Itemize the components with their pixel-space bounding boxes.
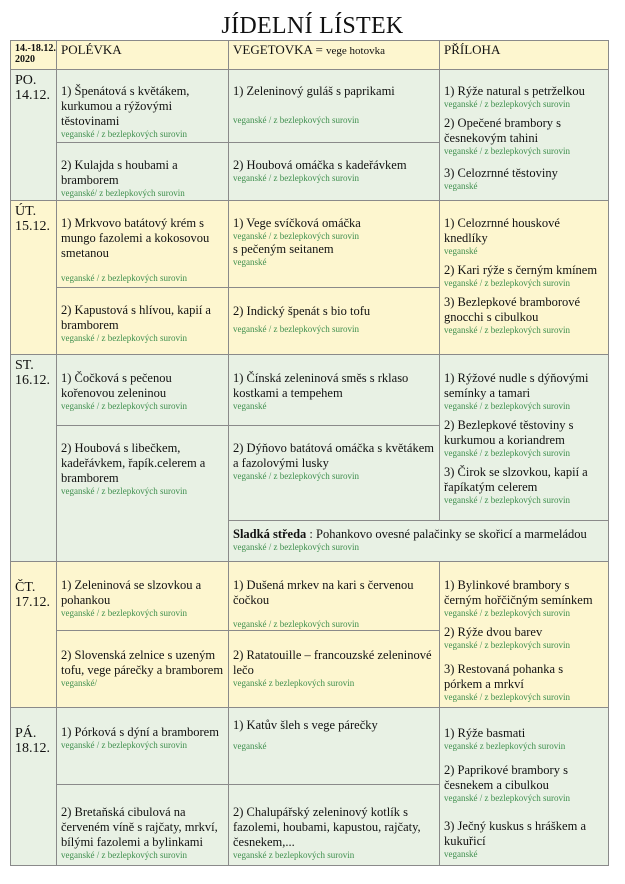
dish-note: veganské / z bezlepkových surovin bbox=[444, 640, 570, 650]
soup-dish: 1) Zeleninová se slzovkou a pohankou bbox=[61, 578, 202, 607]
vegetovka-column-header bbox=[229, 40, 440, 70]
side-dish: 1) Celozrnné houskové knedlíky bbox=[444, 216, 560, 245]
dish-note: veganské / z bezlepkových surovin bbox=[233, 173, 359, 183]
soup-dish: 1) Špenátová s květákem, kurkumou a rýžovými těstovinami bbox=[61, 84, 190, 128]
dish-note: veganské / z bezlepkových surovin bbox=[233, 471, 359, 481]
day-monday bbox=[10, 70, 57, 201]
dish-note: veganské / z bezlepkových surovin bbox=[233, 231, 359, 241]
main-cell bbox=[229, 631, 440, 708]
soup-dish: 2) Bretaňská cibulová na červeném víně s rajčaty, mrkví, bílými fazolemi a bylinkami bbox=[61, 805, 218, 849]
soup-cell bbox=[57, 70, 229, 143]
side-dish: 3) Ječný kuskus s hráškem a kukuřicí bbox=[444, 819, 586, 848]
side-cell bbox=[440, 70, 609, 201]
dish-note: veganské / z bezlepkových surovin bbox=[61, 333, 187, 343]
soup-dish: 1) Čočková s pečenou kořenovou zeleninou bbox=[61, 371, 172, 400]
day-name: PÁ. bbox=[15, 726, 37, 741]
side-dish: 1) Bylinkové brambory s černým hořčičným semínkem bbox=[444, 578, 593, 607]
dish-note: veganské / z bezlepkových surovin bbox=[444, 401, 570, 411]
vegetovka-label: VEGETOVKA = bbox=[233, 42, 327, 57]
dish-note: veganské / z bezlepkových surovin bbox=[61, 740, 187, 750]
dish-note: veganské / z bezlepkových surovin bbox=[61, 401, 187, 411]
dish-note: veganské / z bezlepkových surovin bbox=[444, 99, 570, 109]
main-dish: 1) Zeleninový guláš s paprikami bbox=[233, 84, 395, 98]
side-cell bbox=[440, 562, 609, 708]
dish-note: veganské / z bezlepkových surovin bbox=[444, 793, 570, 803]
dish-note: veganské/ bbox=[61, 678, 97, 688]
dish-note: veganské bbox=[233, 401, 267, 411]
side-cell bbox=[440, 708, 609, 866]
day-name: PO. bbox=[15, 73, 37, 88]
main-cell bbox=[229, 708, 440, 785]
side-cell bbox=[440, 355, 609, 521]
dish-note: veganské bbox=[233, 257, 267, 267]
dish-note: veganské / z bezlepkových surovin bbox=[444, 495, 570, 505]
dish-note: veganské / z bezlepkových surovin bbox=[444, 278, 570, 288]
soup-cell bbox=[57, 562, 229, 631]
side-dish: 3) Celozrnné těstoviny bbox=[444, 166, 558, 180]
day-name: ST. bbox=[15, 358, 34, 373]
dish-note: veganské / z bezlepkových surovin bbox=[444, 608, 570, 618]
day-date: 15.12. bbox=[15, 219, 50, 234]
day-wednesday bbox=[10, 355, 57, 562]
soup-cell bbox=[57, 708, 229, 785]
dish-note: veganské / z bezlepkových surovin bbox=[444, 692, 570, 702]
day-tuesday bbox=[10, 201, 57, 355]
soup-dish: 1) Pórková s dýní a bramborem bbox=[61, 725, 219, 739]
main-cell bbox=[229, 201, 440, 288]
dish-note: veganské bbox=[233, 741, 267, 751]
dish-note: veganské z bezlepkových surovin bbox=[444, 741, 566, 751]
side-dish: 2) Bezlepkové těstoviny s kurkumou a koriandrem bbox=[444, 418, 574, 447]
main-cell bbox=[229, 288, 440, 355]
dish-note: veganské bbox=[444, 181, 478, 191]
soup-cell bbox=[57, 288, 229, 355]
soup-dish: 2) Houbová s libečkem, kadeřávkem, řapík.celerem a bramborem bbox=[61, 441, 206, 485]
side-dish: 1) Rýže basmati bbox=[444, 726, 526, 740]
sweet-wednesday-cell bbox=[229, 521, 609, 562]
soup-dish: 1) Mrkvovo batátový krém s mungo fazolemi a kokosovou smetanou bbox=[61, 216, 210, 260]
soup-column-header: POLÉVKA bbox=[57, 40, 229, 70]
side-dish: 3) Čirok se slzovkou, kapií a řapíkatým celerem bbox=[444, 465, 588, 494]
side-dish: 1) Rýže natural s petrželkou bbox=[444, 84, 585, 98]
soup-cell bbox=[57, 143, 229, 201]
soup-dish: 2) Kapustová s hlívou, kapií a bramborem bbox=[61, 303, 211, 332]
main-dish: 2) Dýňovo batátová omáčka s květákem a fazolovými lusky bbox=[233, 441, 434, 470]
soup-cell bbox=[57, 201, 229, 288]
dish-note: veganské/ z bezlepkových surovin bbox=[61, 188, 185, 198]
soup-dish: 2) Kulajda s houbami a bramborem bbox=[61, 158, 178, 187]
main-dish: 2) Ratatouille – francouzské zeleninové lečo bbox=[233, 648, 432, 677]
soup-cell bbox=[57, 785, 229, 866]
dish-note: veganské bbox=[444, 246, 478, 256]
side-dish: 2) Rýže dvou barev bbox=[444, 625, 543, 639]
day-name: ÚT. bbox=[15, 204, 37, 219]
day-date: 14.12. bbox=[15, 88, 50, 103]
dish-note: veganské / z bezlepkových surovin bbox=[233, 115, 359, 125]
side-dish: 3) Bezlepkové bramborové gnocchi s cibulkou bbox=[444, 295, 581, 324]
side-dish: 1) Rýžové nudle s dýňovými semínky a tamari bbox=[444, 371, 589, 400]
dish-note: veganské / z bezlepkových surovin bbox=[444, 146, 570, 156]
dish-note: veganské / z bezlepkových surovin bbox=[61, 129, 187, 139]
main-cell bbox=[229, 426, 440, 521]
main-dish: 1) Čínská zeleninová směs s rklaso kostkami a tempehem bbox=[233, 371, 409, 400]
main-cell bbox=[229, 70, 440, 143]
main-cell bbox=[229, 785, 440, 866]
main-cell bbox=[229, 143, 440, 201]
sweet-wednesday-label: Sladká středa bbox=[233, 527, 307, 541]
dish-note: veganské / z bezlepkových surovin bbox=[61, 273, 187, 283]
dish-note: veganské / z bezlepkových surovin bbox=[444, 325, 570, 335]
sweet-wednesday-dish: : Pohankovo ovesné palačinky se skořicí a marmeládou bbox=[306, 527, 587, 541]
dish-note: veganské / z bezlepkových surovin bbox=[233, 324, 359, 334]
dish-note: veganské / z bezlepkových surovin bbox=[61, 486, 187, 496]
page-title: JÍDELNÍ LÍSTEK bbox=[221, 13, 404, 39]
main-cell bbox=[229, 355, 440, 426]
soup-cell bbox=[57, 355, 229, 426]
date-range-header: 14.-18.12. 2020 bbox=[10, 40, 57, 70]
dish-note: veganské z bezlepkových surovin bbox=[233, 850, 355, 860]
day-date: 16.12. bbox=[15, 373, 50, 388]
dish-note: veganské z bezlepkových surovin bbox=[233, 678, 355, 688]
side-cell bbox=[440, 201, 609, 355]
day-friday bbox=[10, 708, 57, 866]
day-date: 17.12. bbox=[15, 595, 50, 610]
vegetovka-note: vege hotovka bbox=[326, 45, 385, 57]
soup-cell bbox=[57, 426, 229, 562]
main-dish: 1) Vege svíčková omáčka bbox=[233, 216, 361, 230]
main-dish: s pečeným seitanem bbox=[233, 242, 334, 256]
dish-note: veganské / z bezlepkových surovin bbox=[61, 850, 187, 860]
dish-note: veganské / z bezlepkových surovin bbox=[233, 542, 359, 552]
day-name: ČT. bbox=[15, 580, 36, 595]
side-dish: 2) Opečené brambory s česnekovým tahini bbox=[444, 116, 561, 145]
side-dish: 3) Restovaná pohanka s pórkem a mrkví bbox=[444, 662, 564, 691]
day-date: 18.12. bbox=[15, 741, 50, 756]
dish-note: veganské / z bezlepkových surovin bbox=[61, 608, 187, 618]
soup-dish: 2) Slovenská zelnice s uzeným tofu, vege párečky a bramborem bbox=[61, 648, 224, 677]
main-dish: 1) Dušená mrkev na kari s červenou čočkou bbox=[233, 578, 414, 607]
main-cell bbox=[229, 562, 440, 631]
dish-note: veganské / z bezlepkových surovin bbox=[444, 448, 570, 458]
main-dish: 2) Indický špenát s bio tofu bbox=[233, 304, 371, 318]
main-dish: 2) Houbová omáčka s kadeřávkem bbox=[233, 158, 407, 172]
side-dish: 2) Kari rýže s černým kmínem bbox=[444, 263, 598, 277]
soup-cell bbox=[57, 631, 229, 708]
side-dish: 2) Paprikové brambory s česnekem a cibulkou bbox=[444, 763, 568, 792]
main-dish: 1) Katův šleh s vege párečky bbox=[233, 718, 378, 732]
dish-note: veganské bbox=[444, 849, 478, 859]
side-column-header: PŘÍLOHA bbox=[440, 40, 609, 70]
main-dish: 2) Chalupářský zeleninový kotlík s fazolemi, houbami, kapustou, rajčaty, česnekem,... bbox=[233, 805, 421, 849]
day-thursday bbox=[10, 562, 57, 708]
dish-note: veganské / z bezlepkových surovin bbox=[233, 619, 359, 629]
